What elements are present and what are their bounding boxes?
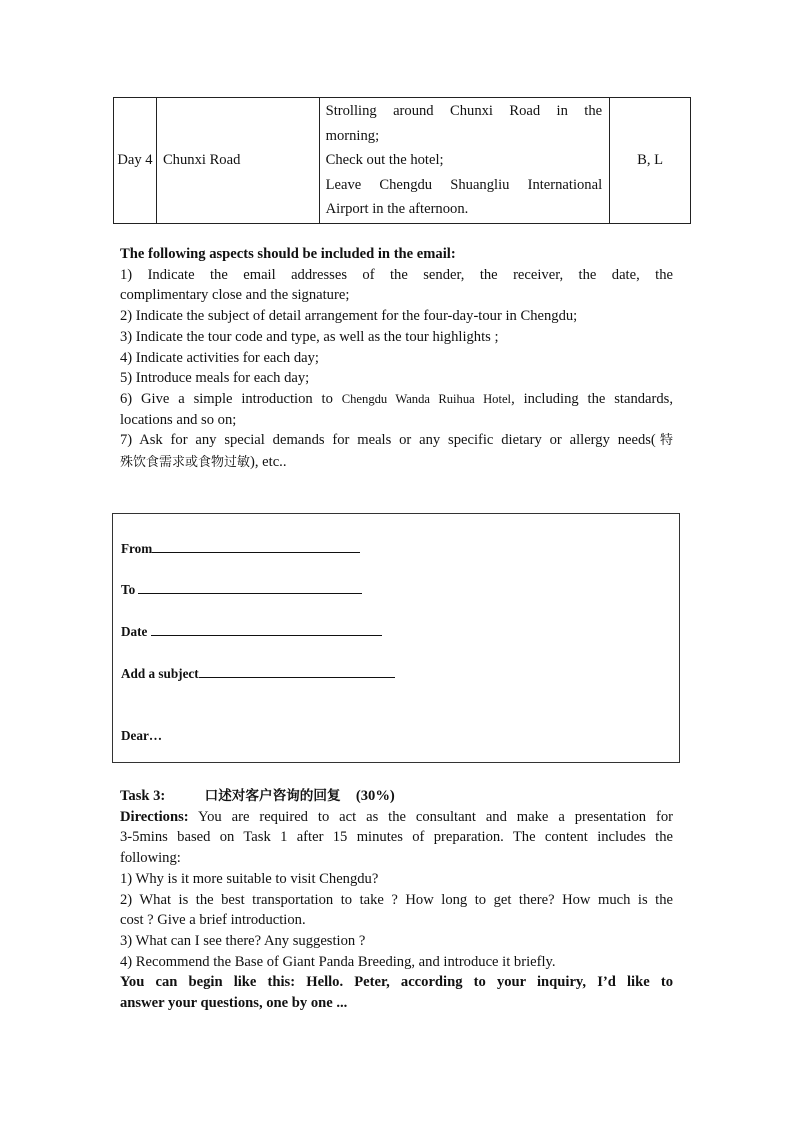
aspect-item-7-cont — [120, 452, 673, 474]
aspect-item-7-cn: 特 — [655, 433, 673, 449]
subject-blank[interactable] — [199, 665, 395, 678]
task3-label: Task 3: — [120, 788, 166, 804]
aspect-item-5: 5) Introduce meals for each day; — [120, 370, 310, 387]
aspect-item-6-post: , including the standards, — [511, 390, 673, 407]
hotel-name: Chengdu Wanda Ruihua Hotel — [341, 391, 512, 406]
aspect-item-3: 3) Indicate the tour code and type, as well as the tour highlights ; — [120, 328, 499, 345]
directions-label: Directions: — [120, 808, 189, 825]
dear-row — [121, 726, 162, 747]
meals-cell: B, L — [610, 98, 691, 224]
question-1: 1) Why is it more suitable to visit Chengdu? — [120, 870, 379, 887]
aspect-item-7-cn-2: 殊饮食需求或食物过敏 — [120, 455, 251, 471]
to-row — [121, 580, 362, 601]
day-cell: Day 4 — [114, 98, 157, 224]
directions-line-1 — [120, 807, 673, 828]
date-label: Date — [121, 624, 148, 639]
task3-section — [120, 786, 673, 1014]
aspect-item-7-text: 7) Ask for any special demands for meals or any specific dietary or allergy needs( — [120, 432, 656, 449]
email-template-box — [112, 513, 680, 763]
task3-heading — [120, 786, 673, 807]
date-blank[interactable] — [151, 623, 382, 636]
from-row — [121, 539, 360, 560]
aspect-item-1-cont: complimentary close and the signature; — [120, 287, 350, 304]
activities-cell — [319, 98, 610, 224]
from-blank[interactable] — [152, 540, 360, 553]
question-2: 2) What is the best transportation to take ? How long to get there? How much is the — [120, 891, 673, 908]
aspect-item-2: 2) Indicate the subject of detail arrangement for the four-day-tour in Chengdu; — [120, 308, 578, 325]
aspect-item-6 — [120, 389, 673, 410]
table-row — [114, 98, 691, 224]
begin-line-1: You can begin like this: Hello. Peter, according to your inquiry, I’d like to — [120, 974, 673, 991]
subject-label: Add a subject — [121, 666, 199, 681]
activity-line: Check out the hotel; — [325, 152, 444, 169]
activity-line: morning; — [325, 127, 380, 144]
place-cell: Chunxi Road — [156, 98, 319, 224]
question-2-cont: cost ? Give a brief introduction. — [120, 912, 306, 929]
directions-line-3: following: — [120, 850, 181, 867]
directions-line-2: 3-5mins based on Task 1 after 15 minutes of preparation. The content includes the — [120, 829, 673, 846]
activity-line: Leave Chengdu Shuangliu International — [325, 176, 603, 193]
question-3: 3) What can I see there? Any suggestion ? — [120, 932, 366, 949]
task3-weight: (30%) — [355, 788, 395, 804]
question-4: 4) Recommend the Base of Giant Panda Breeding, and introduce it briefly. — [120, 953, 556, 970]
itinerary-table — [113, 97, 691, 224]
email-aspects-section — [120, 244, 673, 474]
task3-title: 口述对客户咨询的回复 — [204, 788, 341, 804]
aspect-item-7 — [120, 430, 673, 452]
dear-label: Dear… — [121, 728, 163, 743]
from-label: From — [121, 541, 153, 556]
directions-text: You are required to act as the consultant and make a presentation for — [188, 808, 673, 825]
aspect-item-4: 4) Indicate activities for each day; — [120, 349, 319, 366]
aspect-item-7-end: ), etc.. — [250, 454, 287, 471]
aspects-heading: The following aspects should be included in the email: — [120, 246, 456, 262]
activity-line: Airport in the afternoon. — [325, 201, 469, 218]
to-blank[interactable] — [138, 581, 362, 594]
to-label: To — [121, 582, 136, 597]
subject-row — [121, 664, 395, 685]
aspect-item-6-cont: locations and so on; — [120, 411, 237, 428]
aspect-item-1: 1) Indicate the email addresses of the sender, the receiver, the date, the — [120, 266, 673, 283]
date-row — [121, 622, 382, 643]
activity-line: Strolling around Chunxi Road in the — [325, 103, 603, 119]
begin-line-2: answer your questions, one by one ... — [120, 995, 348, 1012]
aspect-item-6-pre: 6) Give a simple introduction to — [120, 390, 342, 407]
